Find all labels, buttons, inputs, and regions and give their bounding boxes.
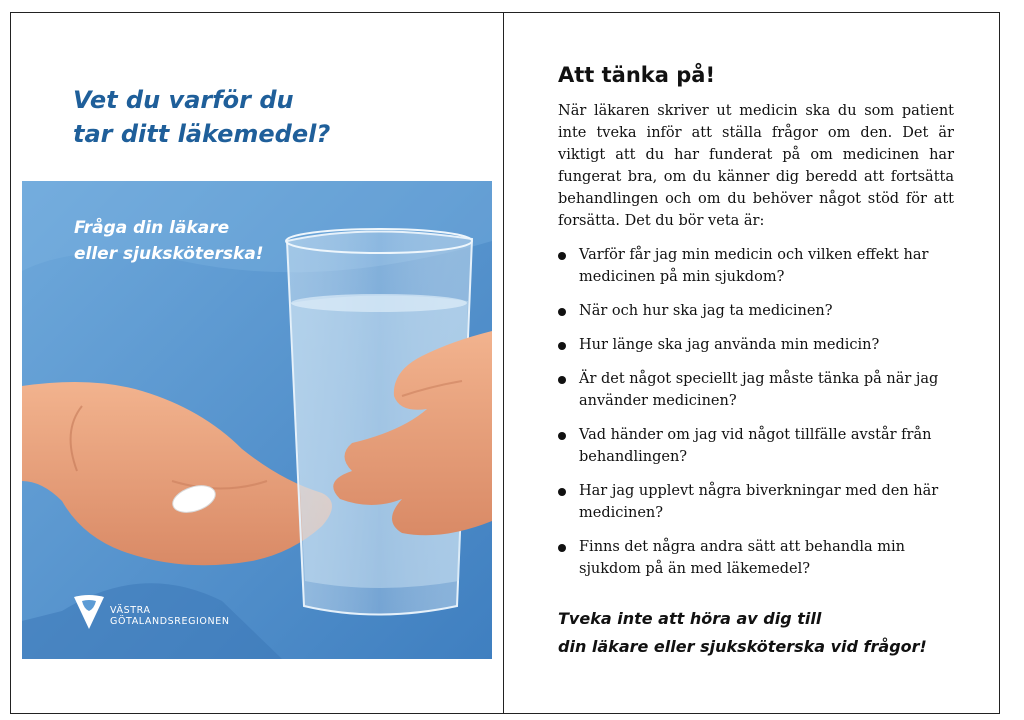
logo-line-2: GÖTALANDSREGIONEN [110,616,230,627]
question-text: Varför får jag min medicin och vilken effekt har medicinen på min sjukdom? [579,247,929,285]
section-title: Att tänka på! [558,63,716,87]
list-item [558,300,954,322]
photo-caption-line-2: eller sjuksköterska! [74,244,264,264]
bullet-icon [558,544,566,552]
headline-line-2: tar ditt läkemedel? [73,120,331,148]
bullet-icon [558,376,566,384]
region-logo [72,593,272,633]
list-item [558,424,954,468]
panel-divider [503,12,504,714]
photo-caption-line-1: Fråga din läkare [74,218,230,238]
list-item [558,244,954,288]
closing-statement [558,605,978,661]
cover-photo [22,181,492,659]
logo-text [110,605,230,627]
question-text: Vad händer om jag vid något tillfälle avstår från behandlingen? [579,427,932,465]
list-item [558,536,954,580]
question-text: Är det något speciellt jag måste tänka på när jag använder medicinen? [579,371,939,409]
question-text: När och hur ska jag ta medicinen? [579,303,833,319]
question-text: Hur länge ska jag använda min medicin? [579,337,880,353]
region-logo-icon [72,593,106,631]
list-item [558,368,954,412]
list-item [558,480,954,524]
closing-line-1: Tveka inte att höra av dig till [558,609,822,628]
question-list [558,244,954,592]
question-text: Finns det några andra sätt att behandla min sjukdom på än med läkemedel? [579,539,905,577]
question-text: Har jag upplevt några biverkningar med den här medicinen? [579,483,939,521]
bullet-icon [558,488,566,496]
bullet-icon [558,342,566,350]
logo-line-1: VÄSTRA [110,605,151,616]
bullet-icon [558,308,566,316]
intro-paragraph: När läkaren skriver ut medicin ska du som patient inte tveka inför att ställa frågor om den. Det är viktigt att du har funderat på om medicinen har fungerat bra, om du känner dig beredd att fortsätta behandlingen och om du behöver något stöd för att forsätta. Det du bör veta är: [558,103,954,229]
closing-line-2: din läkare eller sjuksköterska vid frågor! [558,637,927,656]
bullet-icon [558,252,566,260]
headline-line-1: Vet du varför du [73,86,294,114]
headline [73,83,493,151]
bullet-icon [558,432,566,440]
photo-caption [74,215,334,267]
list-item [558,334,954,356]
